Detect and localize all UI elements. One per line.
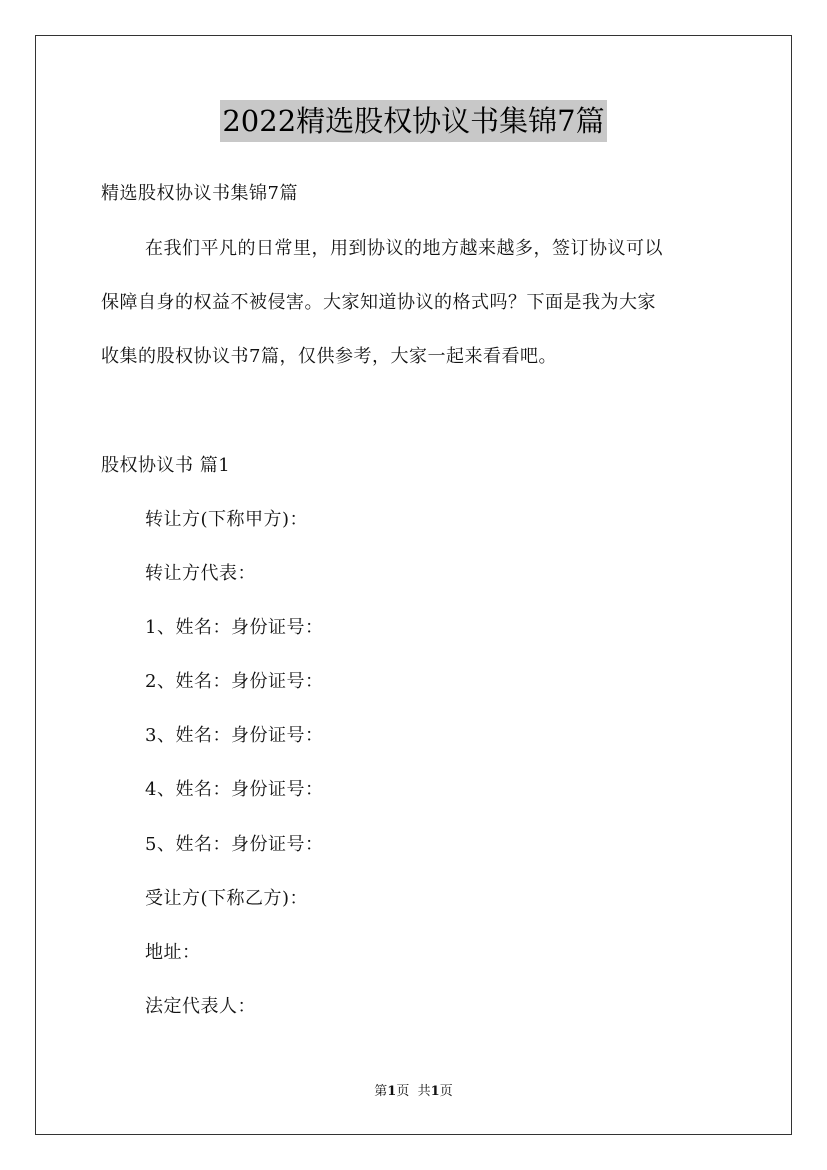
list-item: 地址： bbox=[145, 942, 201, 963]
footer-total-suffix: 页 bbox=[439, 1084, 453, 1099]
footer-page-suffix: 页 bbox=[396, 1084, 410, 1099]
intro-line-1: 在我们平凡的日常里，用到协议的地方越来越多，签订协议可以 bbox=[145, 238, 663, 259]
intro-line-3: 收集的股权协议书7篇，仅供参考，大家一起来看看吧。 bbox=[101, 346, 557, 367]
footer-total-number: 1 bbox=[430, 1084, 440, 1099]
list-item: 2、姓名：身份证号： bbox=[145, 671, 324, 692]
list-item: 转让方代表： bbox=[145, 563, 256, 584]
list-item: 法定代表人： bbox=[145, 996, 256, 1017]
intro-line-2: 保障自身的权益不被侵害。大家知道协议的格式吗？下面是我为大家 bbox=[101, 292, 656, 313]
title-container bbox=[0, 100, 827, 142]
list-item: 受让方(下称乙方)： bbox=[145, 888, 309, 909]
list-item: 1、姓名：身份证号： bbox=[145, 617, 324, 638]
list-item: 3、姓名：身份证号： bbox=[145, 725, 324, 746]
section-heading: 股权协议书 篇1 bbox=[101, 455, 231, 476]
document-title: 2022精选股权协议书集锦7篇 bbox=[220, 100, 606, 142]
page-footer bbox=[0, 1083, 827, 1101]
footer-total-prefix: 共 bbox=[417, 1084, 431, 1099]
document-subtitle: 精选股权协议书集锦7篇 bbox=[101, 183, 298, 204]
list-item: 4、姓名：身份证号： bbox=[145, 779, 324, 800]
footer-page-prefix: 第 bbox=[374, 1084, 388, 1099]
footer-page-number: 1 bbox=[387, 1084, 397, 1099]
list-item: 转让方(下称甲方)： bbox=[145, 509, 309, 530]
list-item: 5、姓名：身份证号： bbox=[145, 834, 324, 855]
